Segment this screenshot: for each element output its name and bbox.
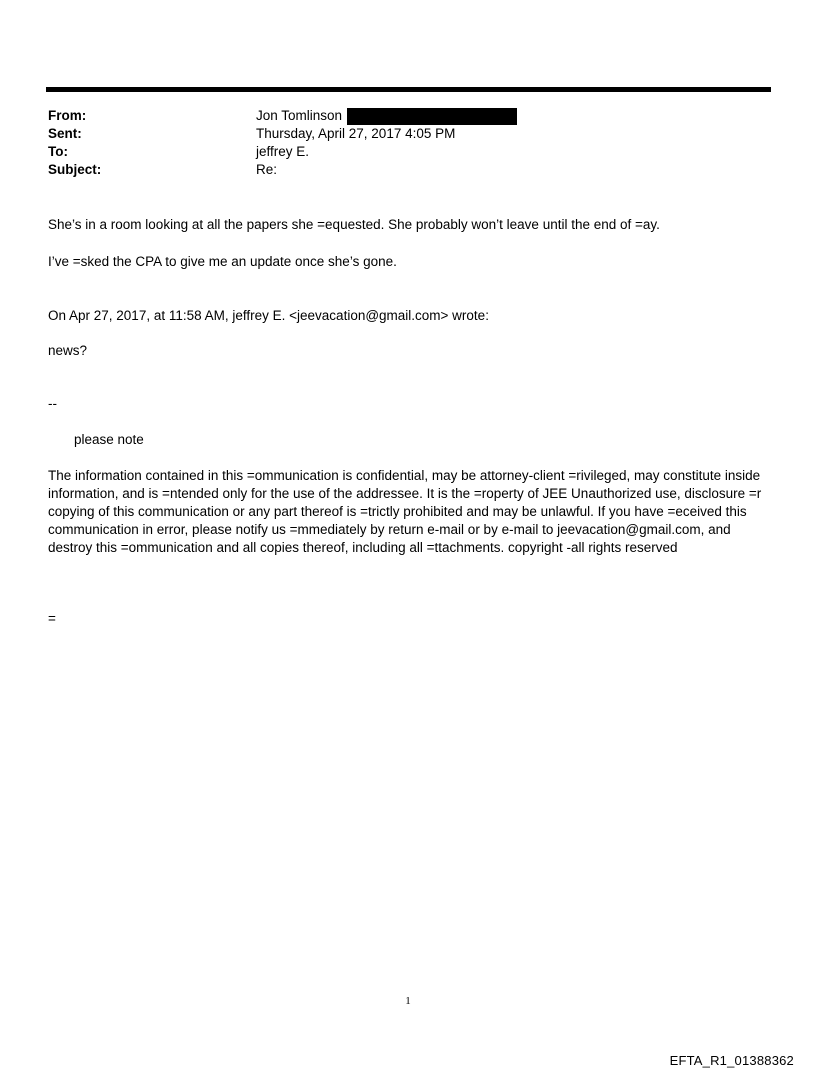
to-value: jeffrey E.: [256, 144, 310, 159]
quote-intro: On Apr 27, 2017, at 11:58 AM, jeffrey E. <jeevacation@gmail.com> wrote:: [48, 308, 489, 323]
document-id: EFTA_R1_01388362: [669, 1053, 794, 1068]
to-row: [48, 143, 517, 161]
header-rule: [46, 87, 771, 92]
email-header: [48, 107, 517, 179]
sent-label: Sent:: [48, 126, 82, 141]
from-value-wrap: [256, 107, 517, 125]
disclaimer-text: The information contained in this =ommunication is confidential, may be attorney-client =rivileged, may constitute inside information, and is =ntended only for the use of the addressee. It is the =roperty of JEE Unauthorized use, disclosure =r copying of this communication or any part thereof is =trictly prohibited and may be unlawful. If you have =eceived this communication in error, please notify us =mmediately by return e-mail or by e-mail to jeevacation@gmail.com, and destroy this =ommunication and all copies thereof, including all =ttachments. copyright -all rights reserved: [48, 468, 762, 555]
body-line-1: She’s in a room looking at all the papers she =equested. She probably won’t leave until the end of =ay.: [48, 217, 660, 232]
page-number: 1: [405, 995, 411, 1007]
subject-row: [48, 161, 517, 179]
to-label: To:: [48, 144, 68, 159]
sent-row: [48, 125, 517, 143]
redaction-box: [347, 108, 517, 125]
from-value: Jon Tomlinson: [256, 108, 343, 123]
signature-separator: --: [48, 396, 57, 411]
subject-label: Subject:: [48, 162, 102, 177]
note-heading: please note: [74, 432, 144, 447]
subject-value: Re:: [256, 162, 278, 177]
quote-text: news?: [48, 343, 88, 358]
trailing-mark: =: [48, 611, 56, 626]
from-row: [48, 107, 517, 125]
sent-value: Thursday, April 27, 2017 4:05 PM: [256, 126, 456, 141]
body-line-2: I’ve =sked the CPA to give me an update once she’s gone.: [48, 254, 397, 269]
from-label: From:: [48, 108, 87, 123]
